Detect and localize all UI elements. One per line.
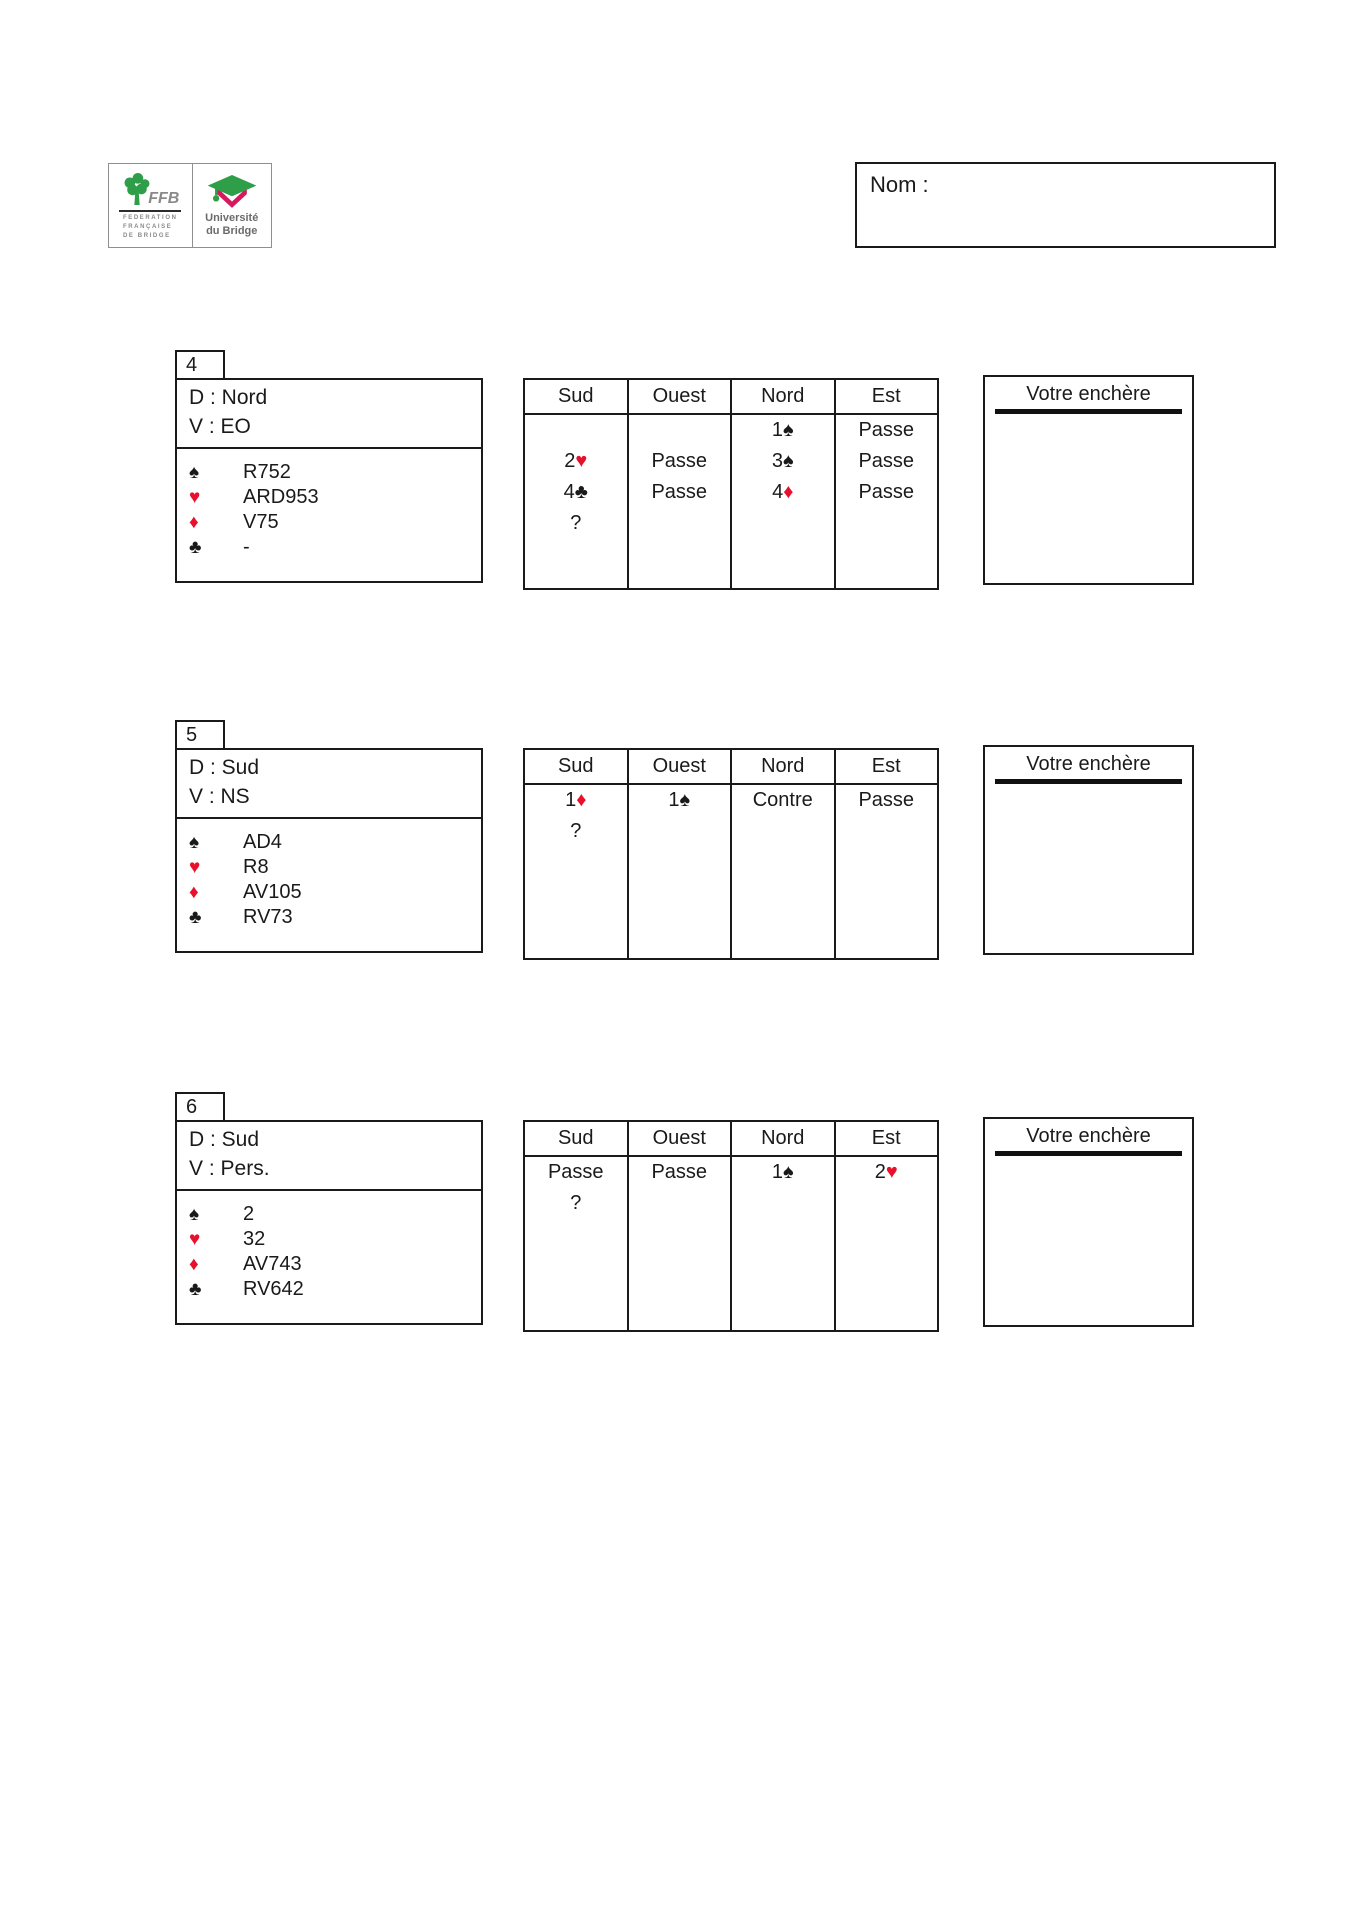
- suit-cards: 32: [243, 1228, 266, 1250]
- suit-row-club: [189, 535, 469, 560]
- bidding-table: [523, 378, 939, 590]
- title-underline: [995, 779, 1182, 784]
- suit-cards: RV642: [243, 1278, 304, 1300]
- logo-divider-line: [119, 210, 181, 212]
- diamond-icon: ♦: [189, 1253, 199, 1275]
- suit-cards: AV105: [243, 881, 302, 903]
- university-label: [205, 212, 258, 236]
- bid-cell: Contre: [731, 784, 835, 816]
- bid-cell: [731, 508, 835, 539]
- club-icon: ♣: [189, 536, 202, 558]
- deal-info: [177, 750, 481, 819]
- vulnerability-label: V : EO: [189, 415, 251, 438]
- bid-cell: ?: [570, 820, 582, 842]
- suit-cards: AV743: [243, 1253, 302, 1275]
- suit-cards: -: [243, 536, 250, 558]
- suit-row-heart: [189, 485, 469, 510]
- hand-box: [175, 378, 483, 583]
- bid-cell: 4♦: [731, 477, 835, 508]
- bid-cell: 4♣: [563, 481, 588, 503]
- bid-cell-empty: [628, 539, 732, 589]
- suit-cards: V75: [243, 511, 279, 533]
- suit-row-diamond: [189, 880, 469, 905]
- auction-row: [524, 1188, 938, 1219]
- suit-row-heart: [189, 1227, 469, 1252]
- bid-cell: 3♠: [731, 446, 835, 477]
- auction-row: [524, 816, 938, 847]
- club-icon: ♣: [189, 1278, 202, 1300]
- bid-cell: Passe: [835, 414, 939, 446]
- auction-row: [524, 477, 938, 508]
- bid-cell: Passe: [628, 446, 732, 477]
- auction-filler-row: [524, 539, 938, 589]
- your-bid-label: Votre enchère: [1026, 753, 1151, 775]
- dealer-label: D : Sud: [189, 756, 260, 779]
- suit-row-heart: [189, 855, 469, 880]
- auction-filler-row: [524, 1219, 938, 1331]
- suit-cards: R752: [243, 461, 291, 483]
- bid-cell: [835, 1188, 939, 1219]
- bid-cell: 1♠: [628, 784, 732, 816]
- auction-row: [524, 414, 938, 446]
- bid-col-ouest: Ouest: [628, 1121, 732, 1156]
- bid-cell-empty: [628, 1219, 732, 1331]
- bid-cell-empty: [524, 1219, 628, 1331]
- heart-icon: ♥: [885, 1161, 898, 1183]
- dealer-label: D : Sud: [189, 1128, 260, 1151]
- bid-cell-empty: [731, 539, 835, 589]
- vulnerability-label: V : Pers.: [189, 1157, 270, 1180]
- nom-label: Nom :: [870, 172, 929, 197]
- auction-row: [524, 1156, 938, 1188]
- bid-col-nord: Nord: [731, 749, 835, 784]
- bid-col-est: Est: [835, 379, 939, 414]
- ffb-subtext: [123, 214, 178, 242]
- title-underline: [995, 1151, 1182, 1156]
- bid-cell-empty: [628, 847, 732, 959]
- diamond-icon: ♦: [576, 789, 587, 811]
- diamond-icon: ♦: [189, 881, 199, 903]
- auction-row: [524, 446, 938, 477]
- bid-cell: [835, 508, 939, 539]
- your-bid-answer-box[interactable]: [983, 1117, 1194, 1327]
- bid-cell: 2♥: [835, 1156, 939, 1188]
- bid-cell: [731, 816, 835, 847]
- bid-col-est: Est: [835, 1121, 939, 1156]
- spade-icon: ♠: [189, 1203, 200, 1225]
- heart-icon: ♥: [189, 1228, 201, 1250]
- problem-number-tab: 4: [175, 350, 225, 380]
- university-label-line: du Bridge: [206, 224, 258, 237]
- suit-cards: 2: [243, 1203, 255, 1225]
- suit-row-diamond: [189, 510, 469, 535]
- bid-col-sud: Sud: [524, 379, 628, 414]
- bid-cell: [524, 414, 628, 446]
- problem-number-tab: 5: [175, 720, 225, 750]
- spade-icon: ♠: [189, 831, 200, 853]
- your-bid-label: Votre enchère: [1026, 383, 1151, 405]
- suit-cards: RV73: [243, 906, 293, 928]
- bid-cell: 1♦: [565, 789, 587, 811]
- suit-row-diamond: [189, 1252, 469, 1277]
- dealer-label: D : Nord: [189, 386, 268, 409]
- bidding-table-header-row: [524, 749, 938, 784]
- bid-col-nord: Nord: [731, 379, 835, 414]
- heart-icon: ♥: [575, 450, 588, 472]
- bid-col-sud: Sud: [524, 1121, 628, 1156]
- deal-info: [177, 380, 481, 449]
- university-label-line: Université: [205, 212, 259, 225]
- bidding-table-header-row: [524, 1121, 938, 1156]
- problem-number-tab: 6: [175, 1092, 225, 1122]
- spade-icon: ♠: [783, 419, 794, 441]
- bid-col-ouest: Ouest: [628, 749, 732, 784]
- spade-icon: ♠: [783, 450, 794, 472]
- hand-suits: [177, 449, 481, 560]
- ffb-acronym: FFB: [148, 189, 180, 207]
- heart-icon: ♥: [189, 856, 201, 878]
- bid-cell: ?: [570, 512, 582, 534]
- graduation-cap-icon: [206, 174, 258, 210]
- bidding-table: [523, 1120, 939, 1332]
- bid-cell: [731, 1188, 835, 1219]
- bid-col-ouest: Ouest: [628, 379, 732, 414]
- deal-info: [177, 1122, 481, 1191]
- name-field-box[interactable]: [855, 162, 1276, 248]
- bid-cell-empty: [731, 847, 835, 959]
- bid-cell: Passe: [628, 477, 732, 508]
- bid-cell: 2♥: [564, 450, 588, 472]
- bid-cell: Passe: [835, 446, 939, 477]
- spade-icon: ♠: [189, 461, 200, 483]
- bid-col-est: Est: [835, 749, 939, 784]
- spade-icon: ♠: [783, 1161, 794, 1183]
- auction-row: [524, 784, 938, 816]
- suit-cards: AD4: [243, 831, 282, 853]
- your-bid-label: Votre enchère: [1026, 1125, 1151, 1147]
- suit-row-spade: [189, 830, 469, 855]
- your-bid-answer-box[interactable]: [983, 745, 1194, 955]
- bid-cell: 1♠: [731, 414, 835, 446]
- bidding-table: [523, 748, 939, 960]
- bid-cell: Passe: [628, 1156, 732, 1188]
- bid-cell: ?: [570, 1192, 582, 1214]
- bid-cell: Passe: [835, 784, 939, 816]
- bidding-table-header-row: [524, 379, 938, 414]
- bid-cell: [835, 816, 939, 847]
- bid-cell: [628, 414, 732, 446]
- hand-box: [175, 1120, 483, 1325]
- suit-row-club: [189, 1277, 469, 1302]
- bid-cell: [628, 1188, 732, 1219]
- bid-cell: [628, 508, 732, 539]
- your-bid-answer-box[interactable]: [983, 375, 1194, 585]
- diamond-icon: ♦: [189, 511, 199, 533]
- auction-row: [524, 508, 938, 539]
- suit-cards: ARD953: [243, 486, 319, 508]
- auction-filler-row: [524, 847, 938, 959]
- bid-cell-empty: [835, 1219, 939, 1331]
- hand-box: [175, 748, 483, 953]
- club-icon: ♣: [189, 906, 202, 928]
- title-underline: [995, 409, 1182, 414]
- hand-suits: [177, 819, 481, 930]
- ffb-logo-mark: [121, 171, 179, 207]
- ffb-subtext-line: DE BRIDGE: [122, 233, 171, 240]
- bid-cell-empty: [835, 539, 939, 589]
- suit-cards: R8: [243, 856, 269, 878]
- bid-cell-empty: [524, 539, 628, 589]
- heart-icon: ♥: [189, 486, 201, 508]
- bid-cell-empty: [731, 1219, 835, 1331]
- ffb-logo-right-panel: [193, 164, 272, 247]
- suit-row-spade: [189, 1202, 469, 1227]
- club-icon: ♣: [574, 481, 588, 503]
- diamond-icon: ♦: [783, 481, 794, 503]
- suit-row-club: [189, 905, 469, 930]
- spade-icon: ♠: [679, 789, 691, 811]
- suit-row-spade: [189, 460, 469, 485]
- ffb-subtext-line: FRANÇAISE: [122, 223, 173, 230]
- vulnerability-label: V : NS: [189, 785, 250, 808]
- ffb-subtext-line: FEDERATION: [122, 214, 178, 221]
- bid-cell: 1♠: [731, 1156, 835, 1188]
- bid-cell-empty: [835, 847, 939, 959]
- ffb-logo: [108, 163, 272, 248]
- bid-cell-empty: [524, 847, 628, 959]
- bid-col-nord: Nord: [731, 1121, 835, 1156]
- bid-cell: Passe: [835, 477, 939, 508]
- bid-col-sud: Sud: [524, 749, 628, 784]
- bid-cell: [628, 816, 732, 847]
- ffb-logo-left-panel: [109, 164, 193, 247]
- hand-suits: [177, 1191, 481, 1302]
- bid-cell: Passe: [547, 1161, 604, 1183]
